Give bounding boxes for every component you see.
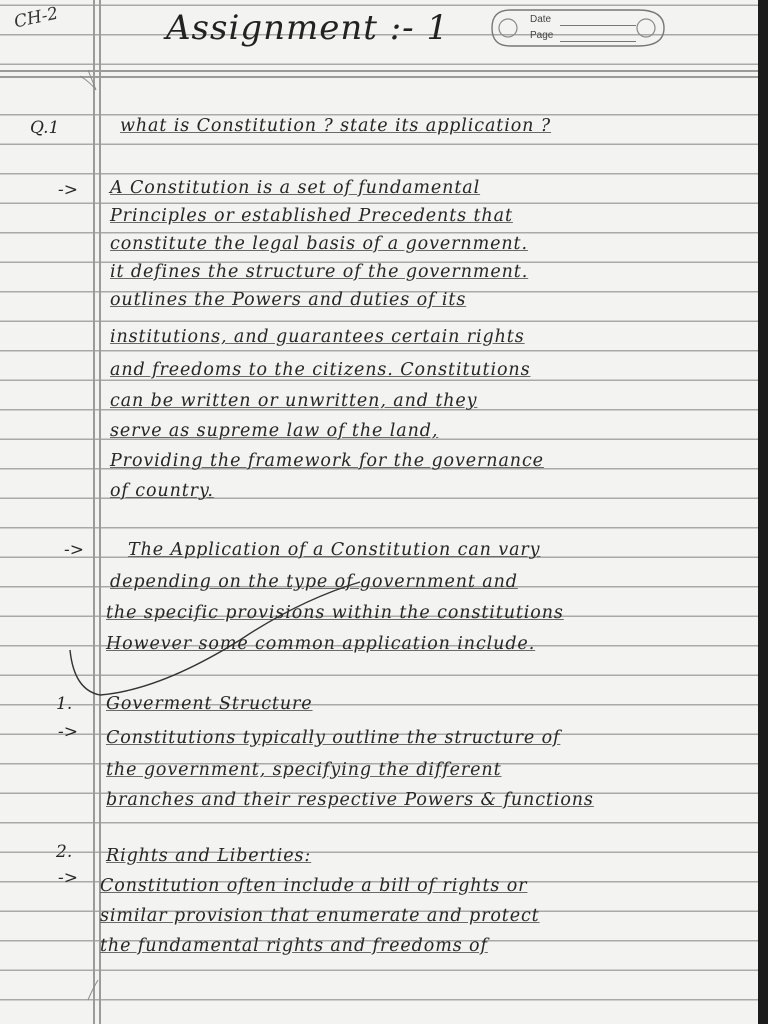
point-heading: Goverment Structure: [106, 694, 313, 714]
answer-line: The Application of a Constitution can vary: [128, 540, 541, 560]
point-line: the government, specifying the different: [106, 760, 502, 780]
date-label: Date: [530, 14, 552, 25]
answer-line: institutions, and guarantees certain rights: [110, 327, 525, 347]
answer-line: and freedoms to the citizens. Constitutions: [110, 360, 531, 380]
answer-line: However some common application include.: [106, 634, 536, 654]
answer-line: it defines the structure of the government.: [110, 262, 529, 282]
page-label: Page: [530, 30, 554, 41]
page-title: Assignment :- 1: [166, 8, 450, 48]
point-number: 1.: [56, 694, 73, 714]
point-line: Constitution often include a bill of rights or: [100, 876, 528, 896]
answer-line: A Constitution is a set of fundamental: [110, 178, 481, 198]
point-line: branches and their respective Powers & functions: [106, 790, 594, 810]
question-text: what is Constitution ? state its application ?: [120, 116, 552, 136]
point-line: the fundamental rights and freedoms of: [100, 936, 488, 956]
answer-line: serve as supreme law of the land,: [110, 421, 439, 441]
answer-line: outlines the Powers and duties of its: [110, 290, 467, 310]
answer-marker: ->: [64, 540, 84, 560]
answer-line: Principles or established Precedents that: [110, 206, 513, 226]
answer-line: the specific provisions within the constitutions: [106, 603, 564, 623]
point-line: similar provision that enumerate and protect: [100, 906, 540, 926]
answer-line: Providing the framework for the governance: [110, 451, 544, 471]
point-heading: Rights and Liberties:: [106, 846, 312, 866]
answer-line: constitute the legal basis of a government.: [110, 234, 528, 254]
question-marker: Q.1: [30, 118, 60, 138]
point-number: 2.: [56, 842, 73, 862]
corner-tag: CH-2: [12, 3, 61, 33]
page-edge-shadow: [758, 0, 768, 1024]
answer-line: can be written or unwritten, and they: [110, 391, 478, 411]
point-marker: ->: [58, 722, 78, 742]
answer-line: depending on the type of government and: [110, 572, 518, 592]
answer-line: of country.: [110, 481, 214, 501]
point-line: Constitutions typically outline the structure of: [106, 728, 561, 748]
answer-marker: ->: [58, 180, 78, 200]
point-marker: ->: [58, 868, 78, 888]
